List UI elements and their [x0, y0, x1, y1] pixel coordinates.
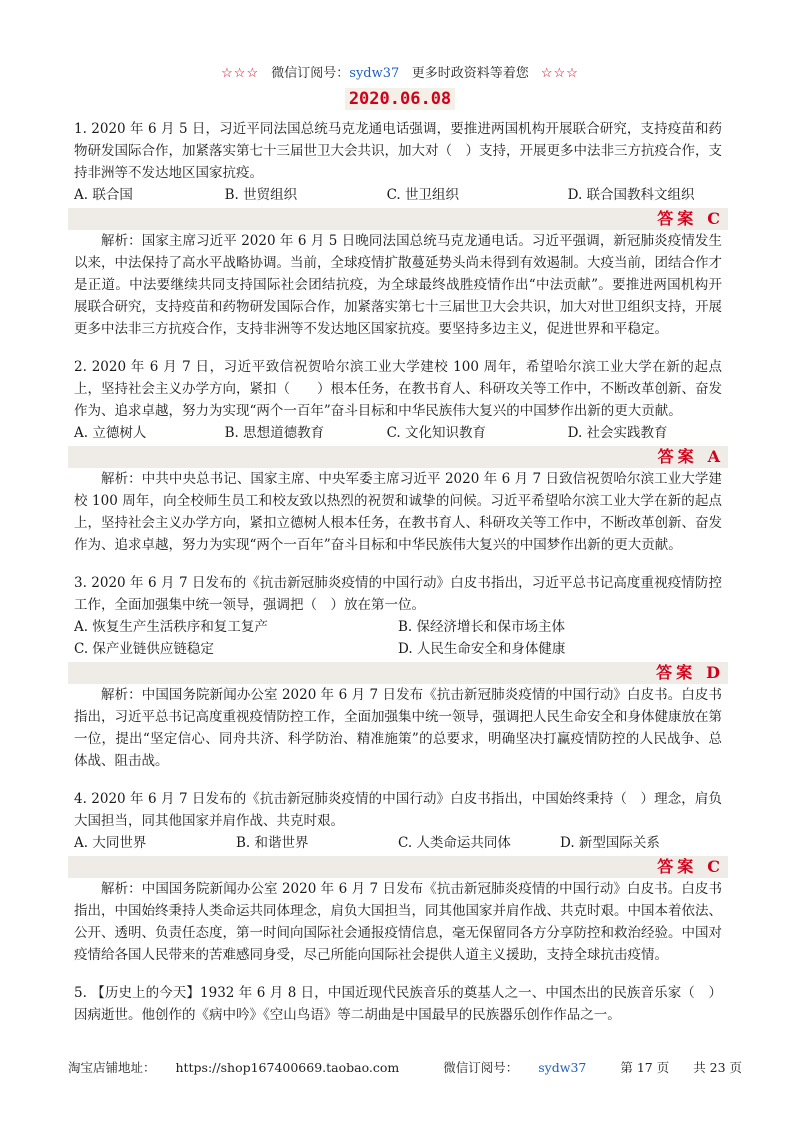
- question-2-options: [74, 422, 722, 444]
- page-total: 共 23 页: [693, 1060, 743, 1075]
- shop-url[interactable]: https://shop167400669.taobao.com: [175, 1060, 400, 1075]
- answer-bar-2: [68, 446, 728, 468]
- question-3-options-row-2: [74, 638, 722, 660]
- question-3-text: 3. 2020 年 6 月 7 日发布的《抗击新冠肺炎疫情的中国行动》白皮书指出，习近平总书记高度重视疫情防控工作，全面加强集中统一领导，强调把（ ）放在第一位。: [74, 575, 722, 613]
- option-b: B. 保经济增长和保市场主体: [398, 619, 566, 635]
- answer-bar-4: [68, 856, 728, 878]
- header-slogan: 更多时政资料等着您: [411, 66, 529, 81]
- question-1-text: 1. 2020 年 6 月 5 日，习近平同法国总统马克龙通电话强调，要推进两国机构开展联合研究，支持疫苗和药物研发国际合作，加紧落实第七十三届世卫大会共识，加大对（ ）支持，开展更多中法非三方抗疫合作，支持非洲等不发达地区国家抗疫。: [74, 121, 722, 181]
- option-b: B. 和谐世界: [236, 835, 309, 851]
- option-c: C. 世卫组织: [386, 187, 459, 203]
- question-4-options: [74, 832, 722, 854]
- wechat-account: sydw37: [349, 66, 400, 81]
- shop-label: 淘宝店铺地址：: [67, 1060, 156, 1075]
- option-d: D. 联合国教科文组织: [567, 187, 695, 203]
- answer-bar-1: [68, 208, 728, 230]
- question-5-text: 5. 【历史上的今天】1932 年 6 月 8 日，中国近现代民族音乐的奠基人之一、中国杰出的民族音乐家（ ）因病逝世。他创作的《病中吟》《空山鸟语》等二胡曲是中国最早的民族器乐创作作品之一。: [74, 985, 722, 1023]
- answer-value: C: [707, 209, 720, 228]
- star-decoration-right: ☆☆☆: [540, 66, 579, 81]
- answer-value: D: [706, 663, 720, 682]
- explanation-4: 解析：中国国务院新闻办公室 2020 年 6 月 7 日发布《抗击新冠肺炎疫情的中国行动》白皮书。白皮书指出，中国始终秉持人类命运共同体理念，肩负大国担当，同其他国家并肩作战、共克时艰。中国本着依法、公开、透明、负责任态度，第一时间向国际社会通报疫情信息，毫无保留同各方分享防控和救治经验。中国对疫情给各国人民带来的苦难感同身受，尽己所能向国际社会提供人道主义援助，支持全球抗击疫情。: [74, 881, 722, 963]
- answer-value: C: [707, 857, 720, 876]
- page-footer: [0, 1058, 800, 1076]
- option-d: D. 人民生命安全和身体健康: [398, 641, 566, 657]
- footer-wechat-label: 微信订阅号：: [443, 1060, 519, 1075]
- option-c: C. 保产业链供应链稳定: [74, 641, 214, 657]
- option-c: C. 人类命运共同体: [398, 835, 511, 851]
- question-2-text: 2. 2020 年 6 月 7 日，习近平致信祝贺哈尔滨工业大学建校 100 周年，希望哈尔滨工业大学在新的起点上，坚持社会主义办学方向，紧扣（ ）根本任务，在教书育人、科研攻关等工作中，不断改革创新、奋发作为、追求卓越，努力为实现“两个一百年”奋斗目标和中华民族伟大复兴的中国梦作出新的更大贡献。: [74, 359, 722, 419]
- page-number: 第 17 页: [620, 1060, 670, 1075]
- header-banner: [0, 62, 800, 81]
- wechat-label: 微信订阅号：: [271, 66, 350, 81]
- date-heading: 2020.06.08: [345, 88, 455, 110]
- explanation-2: 解析：中共中央总书记、国家主席、中央军委主席习近平 2020 年 6 月 7 日致信祝贺哈尔滨工业大学建校 100 周年，向全校师生员工和校友致以热烈的祝贺和诚挚的问候。习近平希望哈尔滨工业大学在新的起点上，坚持社会主义办学方向，紧扣立德树人根本任务，在教书育人、科研攻关等工作中，不断改革创新、奋发作为、追求卓越，努力为实现“两个一百年”奋斗目标和中华民族伟大复兴的中国梦作出新的更大贡献。: [74, 471, 722, 553]
- option-b: B. 世贸组织: [224, 187, 298, 203]
- answer-bar-3: [68, 662, 728, 684]
- questions-content: [74, 118, 722, 1026]
- option-d: D. 新型国际关系: [560, 835, 660, 851]
- option-a: A. 立德树人: [74, 425, 147, 441]
- answer-label: 答案: [657, 447, 698, 466]
- explanation-3: 解析：中国国务院新闻办公室 2020 年 6 月 7 日发布《抗击新冠肺炎疫情的中国行动》白皮书。白皮书指出，习近平总书记高度重视疫情防控工作，全面加强集中统一领导，强调把人民生命安全和身体健康放在第一位，提出“坚定信心、同舟共济、科学防治、精准施策”的总要求，明确坚决打赢疫情防控的人民战争、总体战、阻击战。: [74, 687, 722, 769]
- footer-wechat-account: sydw37: [538, 1060, 587, 1075]
- option-b: B. 思想道德教育: [224, 425, 325, 441]
- question-1-options: [74, 184, 722, 206]
- explanation-1: 解析：国家主席习近平 2020 年 6 月 5 日晚同法国总统马克龙通电话。习近平强调，新冠肺炎疫情发生以来，中法保持了高水平战略协调。当前，全球疫情扩散蔓延势头尚未得到有效遏制。大疫当前，团结合作才是正道。中法要继续共同支持国际社会团结抗疫，为全球最终战胜疫情作出“中法贡献”。要推进两国机构开展联合研究，支持疫苗和药物研发国际合作，加紧落实第七十三届世卫大会共识，加大对世卫组织支持，开展更多中法非三方抗疫合作，支持非洲等不发达地区国家抗疫。要坚持多边主义，促进世界和平稳定。: [74, 233, 722, 337]
- star-decoration-left: ☆☆☆: [221, 66, 260, 81]
- option-a: A. 联合国: [74, 187, 133, 203]
- answer-label: 答案: [657, 857, 698, 876]
- question-3-options-row-1: [74, 616, 722, 638]
- option-a: A. 大同世界: [74, 835, 147, 851]
- option-d: D. 社会实践教育: [567, 425, 668, 441]
- answer-label: 答案: [657, 209, 698, 228]
- answer-label: 答案: [656, 663, 697, 682]
- answer-value: A: [707, 447, 720, 466]
- option-a: A. 恢复生产生活秩序和复工复产: [74, 619, 268, 635]
- option-c: C. 文化知识教育: [386, 425, 486, 441]
- question-4-text: 4. 2020 年 6 月 7 日发布的《抗击新冠肺炎疫情的中国行动》白皮书指出，中国始终秉持（ ）理念，肩负大国担当，同其他国家并肩作战、共克时艰。: [74, 791, 722, 829]
